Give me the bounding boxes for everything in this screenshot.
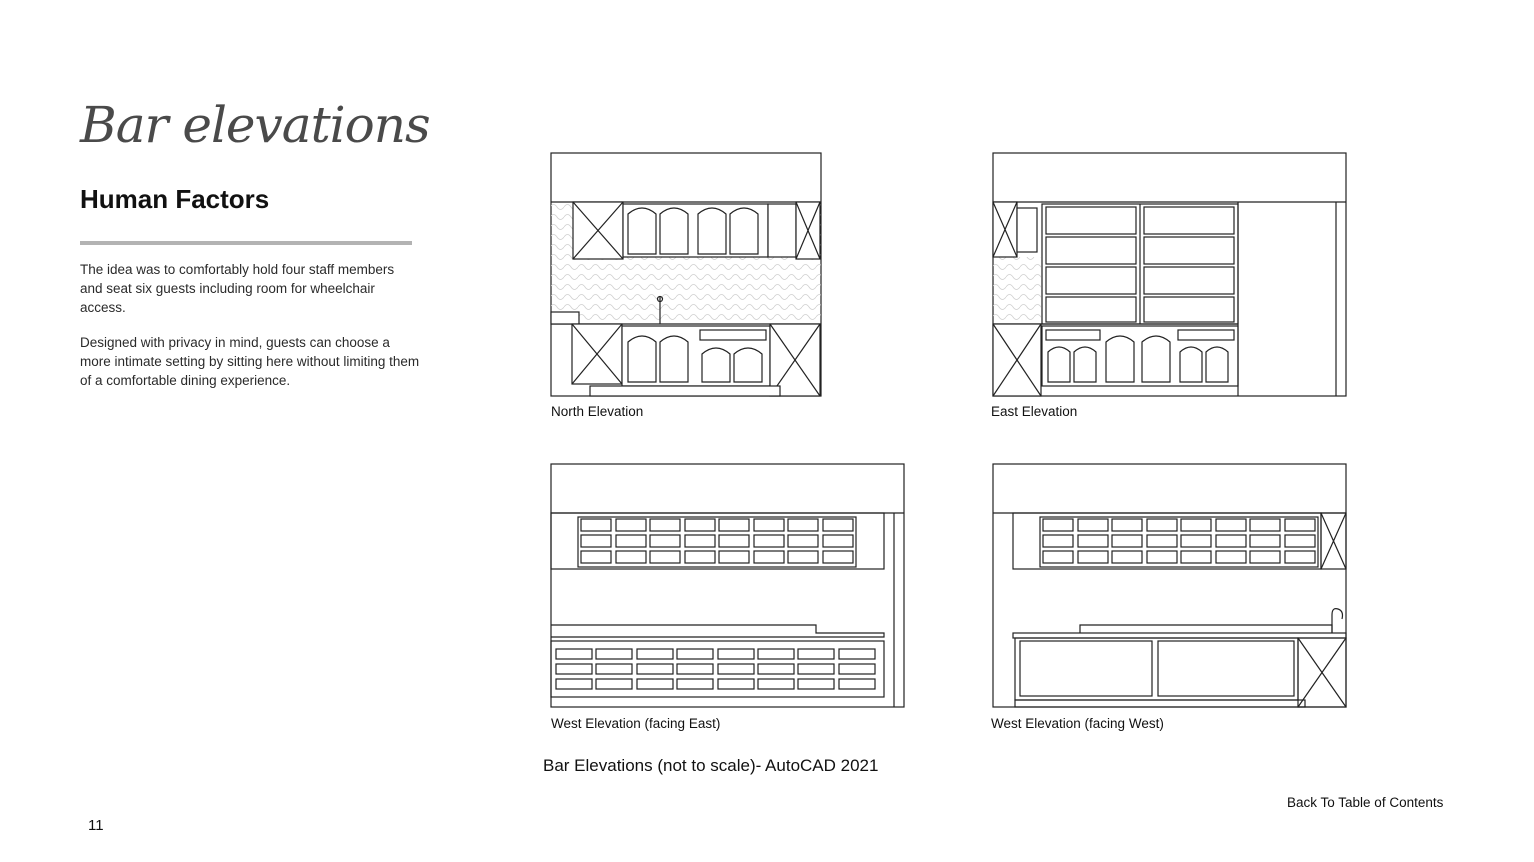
figure-caption: Bar Elevations (not to scale)- AutoCAD 2021 bbox=[543, 756, 879, 775]
east-elevation-drawing bbox=[992, 152, 1348, 398]
west-elevation-facing-east-caption: West Elevation (facing East) bbox=[551, 716, 721, 731]
north-elevation-drawing bbox=[550, 152, 823, 398]
script-title: Bar elevations bbox=[80, 96, 430, 154]
west-elevation-facing-west-drawing bbox=[992, 463, 1348, 709]
east-elevation-caption: East Elevation bbox=[991, 404, 1078, 419]
west-elevation-facing-east-drawing bbox=[550, 463, 906, 709]
section-heading: Human Factors bbox=[80, 184, 270, 214]
paragraph-1: The idea was to comfortably hold four staff members and seat six guests including room for wheelchair access. bbox=[80, 262, 395, 315]
paragraph-2: Designed with privacy in mind, guests can choose a more intimate setting by sitting here without limiting them of a comfortable dining experience. bbox=[80, 335, 420, 388]
west-elevation-facing-west-caption: West Elevation (facing West) bbox=[991, 716, 1164, 731]
back-to-contents-link[interactable]: Back To Table of Contents bbox=[1287, 795, 1444, 810]
page-number: 11 bbox=[88, 817, 104, 834]
north-elevation-caption: North Elevation bbox=[551, 404, 644, 419]
divider bbox=[80, 241, 412, 245]
